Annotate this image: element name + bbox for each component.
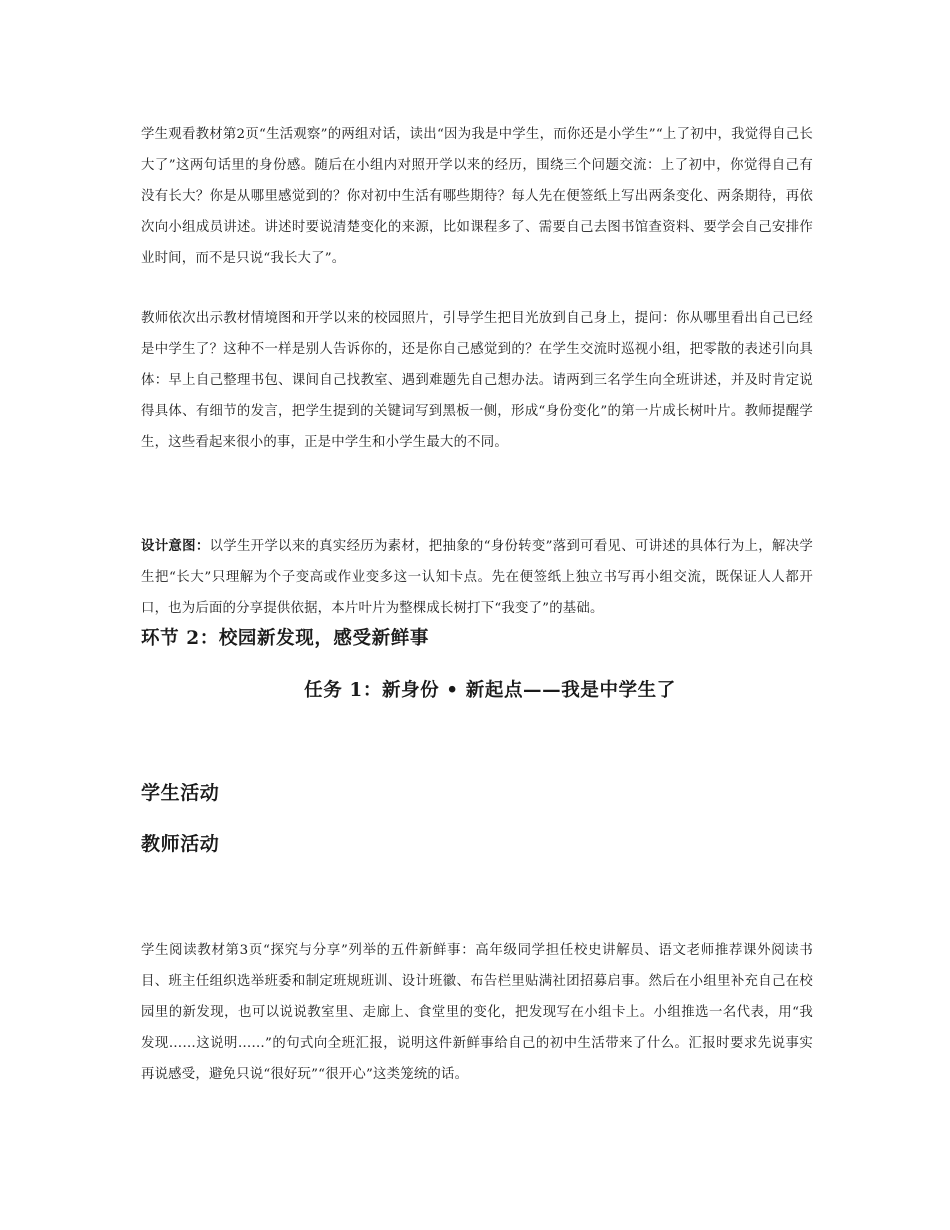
paragraph-student-observation: 学生观看教材第2页“生活观察”的两组对话，读出“因为我是中学生，而你还是小学生”“上了初中，我觉得自己长大了”这两句话里的身份感。随后在小组内对照开学以来的经历，围绕三个问题交流：上了初中，你觉得自己有没有长大？你是从哪里感觉到的？你对初中生活有哪些期待？每人先在便签纸上写出两条变化、两条期待，再依次向小组成员讲述。讲述时要说清楚变化的来源，比如课程多了、需要自己去图书馆查资料、要学会自己安排作业时间，而不是只说“我长大了”。 <box>141 127 813 266</box>
teacher-activity-heading: 教师活动 <box>141 833 220 855</box>
student-activity-heading: 学生活动 <box>141 782 220 804</box>
paragraph-design-intent <box>141 531 813 624</box>
design-intent-body: 以学生开学以来的真实经历为素材，把抽象的“身份转变”落到可看见、可讲述的具体行为上，解决学生把“长大”只理解为个子变高或作业变多这一认知卡点。先在便签纸上独立书写再小组交流，既保证人人都开口，也为后面的分享提供依据，本片叶片为整棵成长树打下“我变了”的基础。 <box>141 539 813 616</box>
task-heading: 任务 1：新身份 • 新起点——我是中学生了 <box>304 680 676 701</box>
section-heading: 环节 2：校园新发现，感受新鲜事 <box>141 628 429 649</box>
paragraph-new-discoveries: 学生阅读教材第3页“探究与分享”列举的五件新鲜事：高年级同学担任校史讲解员、语文老师推荐课外阅读书目、班主任组织选举班委和制定班规班训、设计班徽、布告栏里贴满社团招募启事。然后在小组里补充自己在校园里的新发现，也可以说说教室里、走廊上、食堂里的变化，把发现写在小组卡上。小组推选一名代表，用“我发现……这说明……”的句式向全班汇报，说明这件新鲜事给自己的初中生活带来了什么。汇报时要求先说事实再说感受，避免只说“很好玩”“很开心”这类笼统的话。 <box>141 943 813 1082</box>
design-intent-label: 设计意图： <box>141 538 210 554</box>
paragraph-teacher-guidance: 教师依次出示教材情境图和开学以来的校园照片，引导学生把目光放到自己身上，提问：你从哪里看出自己已经是中学生了？这种不一样是别人告诉你的，还是你自己感觉到的？在学生交流时巡视小组，把零散的表述引向具体：早上自己整理书包、课间自己找教室、遇到难题先自己想办法。请两到三名学生向全班讲述，并及时肯定说得具体、有细节的发言，把学生提到的关键词写到黑板一侧，形成“身份变化”的第一片成长树叶片。教师提醒学生，这些看起来很小的事，正是中学生和小学生最大的不同。 <box>141 311 813 450</box>
